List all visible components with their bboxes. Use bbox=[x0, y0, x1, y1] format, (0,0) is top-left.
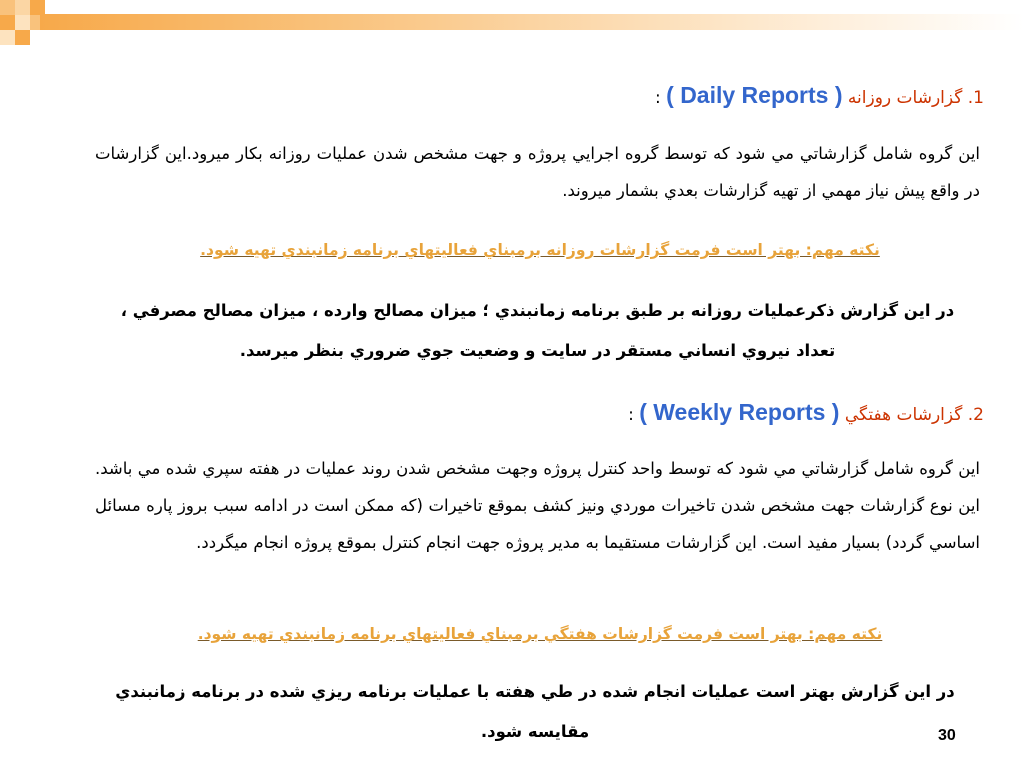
section1-number: 1. bbox=[967, 88, 984, 108]
section2-title-fa: گزارشات هفتگي bbox=[844, 405, 963, 425]
section2-number: 2. bbox=[967, 405, 984, 425]
section2-paragraph: اين گروه شامل گزارشاتي مي شود كه توسط واحد كنترل پروژه وجهت مشخص شدن روند عمليات در هفته سپري شده مي باشد. اين نوع گزارشات جهت مشخص شدن تاخيرات موردي ونيز كشف بموقع تاخيرات (كه ممكن است در ادامه سبب بروز پاره مسائل اساسي گردد) بسيار مفيد است. اين گزارشات مستقيما به مدير پروژه جهت انجام كنترل بموقع پروژه انجام ميگردد. bbox=[95, 459, 980, 552]
section1-title-fa: گزارشات روزانه bbox=[847, 88, 963, 108]
section1-detail: در اين گزارش ذكرعمليات روزانه بر طبق برنامه زمانبندي ؛ ميزان مصالح وارده ، ميزان مصالح مصرفي ، تعداد نيروي انساني مستقر در سايت و وضعيت جوي ضروري بنظر ميرسد. bbox=[120, 301, 955, 360]
section1-title-en: ( Daily Reports ) bbox=[666, 82, 843, 108]
section1-colon: : bbox=[655, 88, 661, 108]
deco-square bbox=[15, 0, 30, 15]
deco-square bbox=[30, 0, 45, 15]
section2-detail: در اين گزارش بهتر است عمليات انجام شده در طي هفته با عمليات برنامه ريزي شده در برنامه زمانبندي مقايسه شود. bbox=[115, 682, 955, 741]
deco-square bbox=[0, 0, 15, 15]
section1-paragraph: اين گروه شامل گزارشاتي مي شود كه توسط گروه اجرايي پروژه و جهت مشخص شدن عمليات روزانه بكار ميرود.اين گزارشات در واقع پيش نياز مهمي از تهيه گزارشات بعدي بشمار ميروند. bbox=[95, 144, 980, 200]
section1-heading bbox=[564, 82, 984, 109]
section1-note: نكته مهم: بهتر است فرمت گزارشات روزانه برمبناي فعاليتهاي برنامه زمانبندي تهيه شود. bbox=[200, 241, 880, 259]
section2-heading bbox=[524, 399, 984, 426]
deco-square bbox=[0, 30, 15, 45]
section2-colon: : bbox=[628, 405, 634, 425]
page-number: 30 bbox=[938, 727, 956, 744]
top-gradient-bar bbox=[40, 14, 1024, 30]
deco-square bbox=[15, 15, 30, 30]
deco-square bbox=[15, 30, 30, 45]
section2-note: نكته مهم: بهتر است فرمت گزارشات هفتگي برمبناي فعاليتهاي برنامه زمانبندي تهيه شود. bbox=[197, 625, 883, 643]
section2-title-en: ( Weekly Reports ) bbox=[639, 399, 840, 425]
deco-square bbox=[0, 15, 15, 30]
